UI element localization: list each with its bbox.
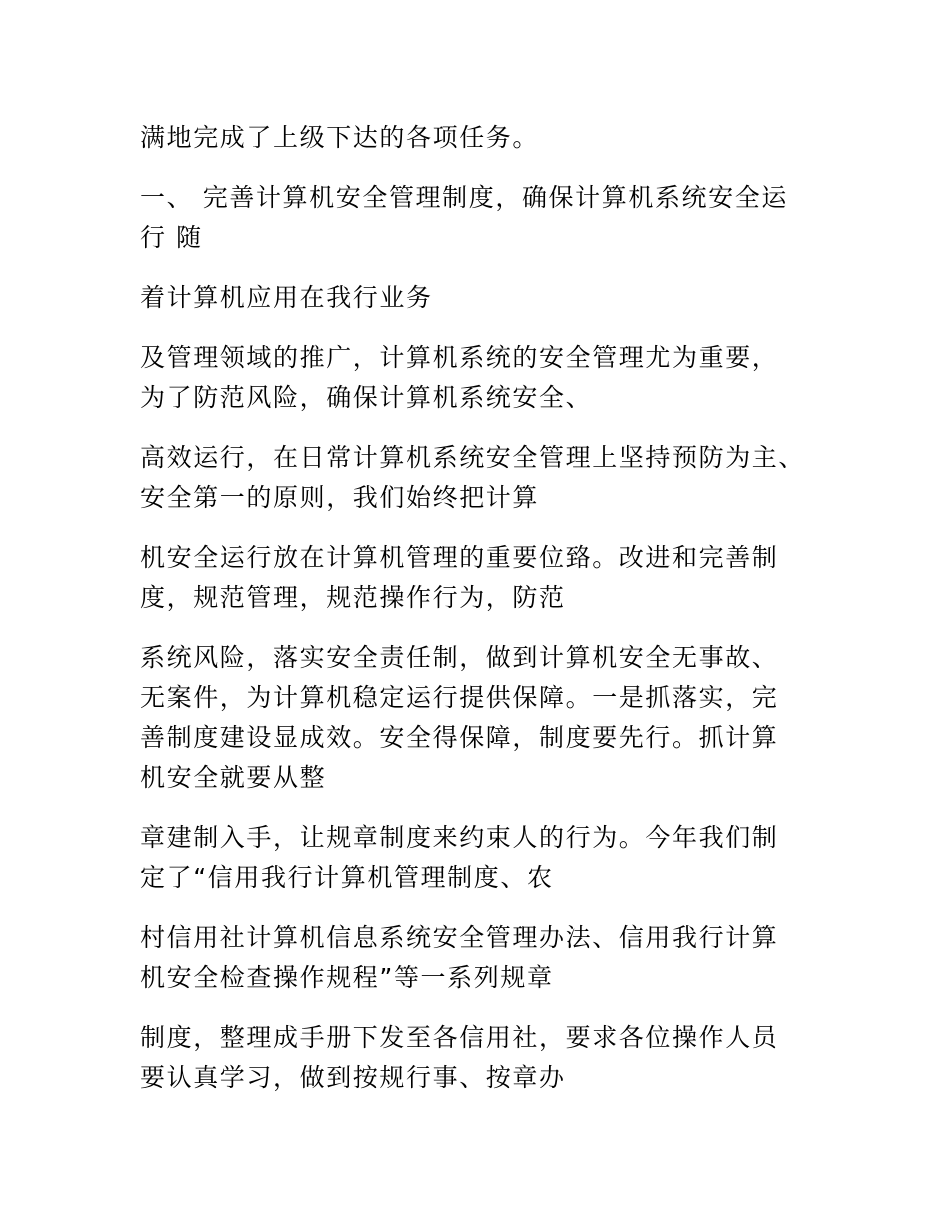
paragraph	[140, 338, 805, 418]
document-body	[140, 118, 805, 1118]
text-line: 善制度建设显成效。安全得保障，制度要先行。抓计算	[140, 723, 779, 752]
text-line: 满地完成了上级下达的各项任务。	[140, 123, 540, 152]
text-line: 村信用社计算机信息系统安全管理办法、信用我行计算	[140, 923, 779, 952]
paragraph	[140, 438, 805, 518]
text-line: 机安全检查操作规程”等一系列规章	[140, 963, 554, 992]
paragraph	[140, 638, 805, 798]
text-line: 度，规范管理，规范操作行为，防范	[140, 583, 566, 612]
paragraph	[140, 538, 805, 618]
text-line: 章建制入手，让规章制度来约束人的行为。今年我们制	[140, 823, 779, 852]
text-line: 系统风险，落实安全责任制，做到计算机安全无事故、	[140, 643, 779, 672]
text-line: 制度，整理成手册下发至各信用社，要求各位操作人员	[140, 1023, 779, 1052]
paragraph	[140, 178, 805, 258]
text-line: 无案件，为计算机稳定运行提供保障。一是抓落实，完	[140, 683, 779, 712]
text-line: 高效运行，在日常计算机系统安全管理上坚持预防为主、	[140, 443, 806, 472]
text-line: 着计算机应用在我行业务	[140, 283, 433, 312]
paragraph	[140, 278, 805, 318]
text-line: 行 随	[140, 223, 203, 252]
text-line: 及管理领域的推广，计算机系统的安全管理尤为重要，	[140, 343, 779, 372]
paragraph	[140, 818, 805, 898]
text-line: 机安全运行放在计算机管理的重要位臵。改进和完善制	[140, 543, 779, 572]
text-line: 为了防范风险，确保计算机系统安全、	[140, 383, 593, 412]
text-line: 要认真学习，做到按规行事、按章办	[140, 1063, 566, 1092]
text-line: 机安全就要从整	[140, 763, 327, 792]
paragraph	[140, 918, 805, 998]
text-line: 安全第一的原则，我们始终把计算	[140, 483, 540, 512]
paragraph	[140, 118, 805, 158]
text-line: 定了“信用我行计算机管理制度、农	[140, 863, 554, 892]
paragraph	[140, 1018, 805, 1098]
text-line: 一、 完善计算机安全管理制度，确保计算机系统安全运	[140, 183, 788, 212]
